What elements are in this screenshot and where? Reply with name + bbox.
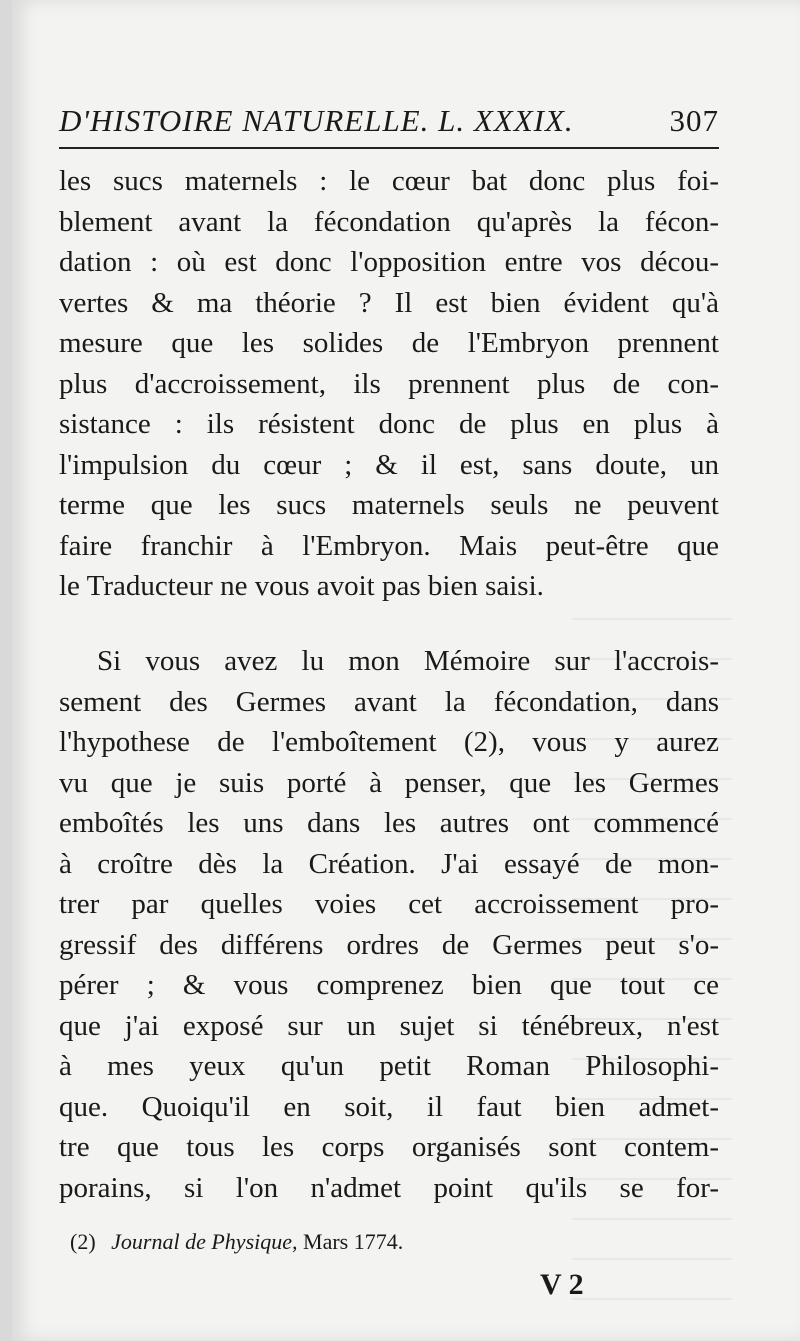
text-line: dation : où est donc l'opposition entre vos décou- [59,246,719,278]
text-line: l'hypothese de l'emboîtement (2), vous y aurez [59,726,719,758]
text-line: faire franchir à l'Embryon. Mais peut-être que [59,529,719,562]
running-title: D'HISTOIRE NATURELLE. L. XXXIX. [59,103,574,138]
footnote-date: Mars 1774. [303,1229,404,1254]
text-line: gressif des différens ordres de Germes peut s'o- [59,928,719,961]
text-line: à croître dès la Création. J'ai essayé de mon- [59,847,719,880]
footnote-mark: (2) [70,1229,96,1254]
text-line: l'impulsion du cœur ; & il est, sans doute, un [59,448,719,481]
text-line: les sucs maternels : le cœur bat donc plus foi- [59,165,719,197]
text-line: trer par quelles voies cet accroissement pro- [59,888,719,920]
text-line: emboîtés les uns dans les autres ont commencé [59,807,719,839]
text-line: vertes & ma théorie ? Il est bien évident qu'à [59,286,719,319]
text-line: à mes yeux qu'un petit Roman Philosophi- [59,1050,719,1082]
signature-mark: V 2 [540,1268,584,1301]
text-line: terme que les sucs maternels seuls ne peuvent [59,489,719,521]
text-line: plus d'accroissement, ils prennent plus de con- [59,367,719,400]
text-line: le Traducteur ne vous avoit pas bien saisi. [59,570,544,602]
text-line: Si vous avez lu mon Mémoire sur l'accrois- [97,645,719,677]
page-header [59,103,719,149]
text-line: que. Quoiqu'il en soit, il faut bien admet- [59,1090,719,1123]
text-line: porains, si l'on n'admet point qu'ils se for- [59,1171,719,1204]
text-line: que j'ai exposé sur un sujet si ténébreux, n'est [59,1009,719,1042]
text-line: sement des Germes avant la fécondation, dans [59,685,719,718]
text-line: blement avant la fécondation qu'après la fécon- [59,205,719,238]
text-line: tre que tous les corps organisés sont contem- [59,1131,719,1163]
footnote [70,1229,670,1255]
book-page [12,0,800,1341]
text-line: mesure que les solides de l'Embryon prennent [59,327,719,359]
text-line: pérer ; & vous comprenez bien que tout ce [59,969,719,1001]
paragraph-2 [59,641,719,1208]
paragraph-1 [59,161,719,607]
text-line: vu que je suis porté à penser, que les Germes [59,766,719,799]
page-number: 307 [669,103,719,138]
footnote-source: Journal de Physique, [111,1229,298,1254]
text-line: sistance : ils résistent donc de plus en plus à [59,408,719,440]
